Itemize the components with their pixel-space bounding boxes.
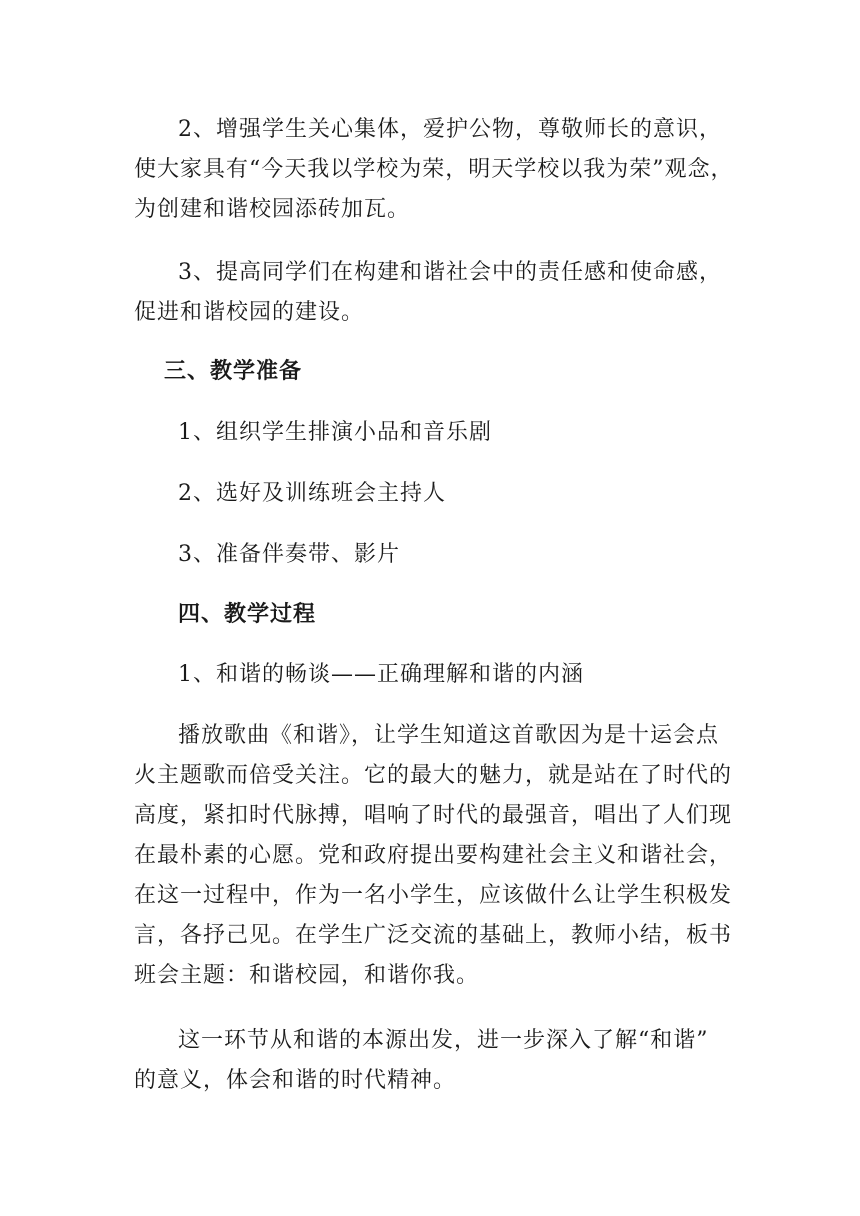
paragraph-line: 2、增强学生关心集体，爱护公物，尊敬师长的意识， <box>178 117 722 142</box>
paragraph-line: 这一环节从和谐的本源出发，进一步深入了解“和谐” <box>178 1028 709 1053</box>
paragraph-summary <box>134 1021 734 1101</box>
paragraph-line: 班会主题：和谐校园，和谐你我。 <box>134 963 480 988</box>
paragraph-line: 促进和谐校园的建设。 <box>134 300 365 325</box>
section-heading-teaching-process: 四、教学过程 <box>178 601 317 627</box>
section-heading-teaching-prep: 三、教学准备 <box>164 358 303 384</box>
paragraph-line: 火主题歌而倍受关注。它的最大的魅力，就是站在了时代的 <box>134 763 733 788</box>
prep-item-2: 2、选好及训练班会主持人 <box>178 481 446 506</box>
step-1-title: 1、和谐的畅谈——正确理解和谐的内涵 <box>178 662 584 687</box>
paragraph-line: 播放歌曲《和谐》，让学生知道这首歌因为是十运会点 <box>178 723 720 748</box>
paragraph-line: 为创建和谐校园添砖加瓦。 <box>134 197 411 222</box>
paragraph-line: 使大家具有“今天我以学校为荣，明天学校以我为荣”观念， <box>134 157 734 182</box>
paragraph-goal-2 <box>134 110 734 230</box>
paragraph-song <box>134 716 734 996</box>
paragraph-line: 高度，紧扣时代脉搏，唱响了时代的最强音，唱出了人们现 <box>134 803 733 828</box>
paragraph-line: 在这一过程中，作为一名小学生，应该做什么让学生积极发 <box>134 883 733 908</box>
paragraph-line: 3、提高同学们在构建和谐社会中的责任感和使命感， <box>178 260 722 285</box>
paragraph-line: 言，各抒己见。在学生广泛交流的基础上，教师小结，板书 <box>134 923 733 948</box>
paragraph-line: 在最朴素的心愿。党和政府提出要构建社会主义和谐社会， <box>134 843 733 868</box>
prep-item-3: 3、准备伴奏带、影片 <box>178 542 400 567</box>
paragraph-line: 的意义，体会和谐的时代精神。 <box>134 1068 457 1093</box>
prep-item-1: 1、组织学生排演小品和音乐剧 <box>178 420 492 445</box>
paragraph-goal-3 <box>134 253 734 333</box>
